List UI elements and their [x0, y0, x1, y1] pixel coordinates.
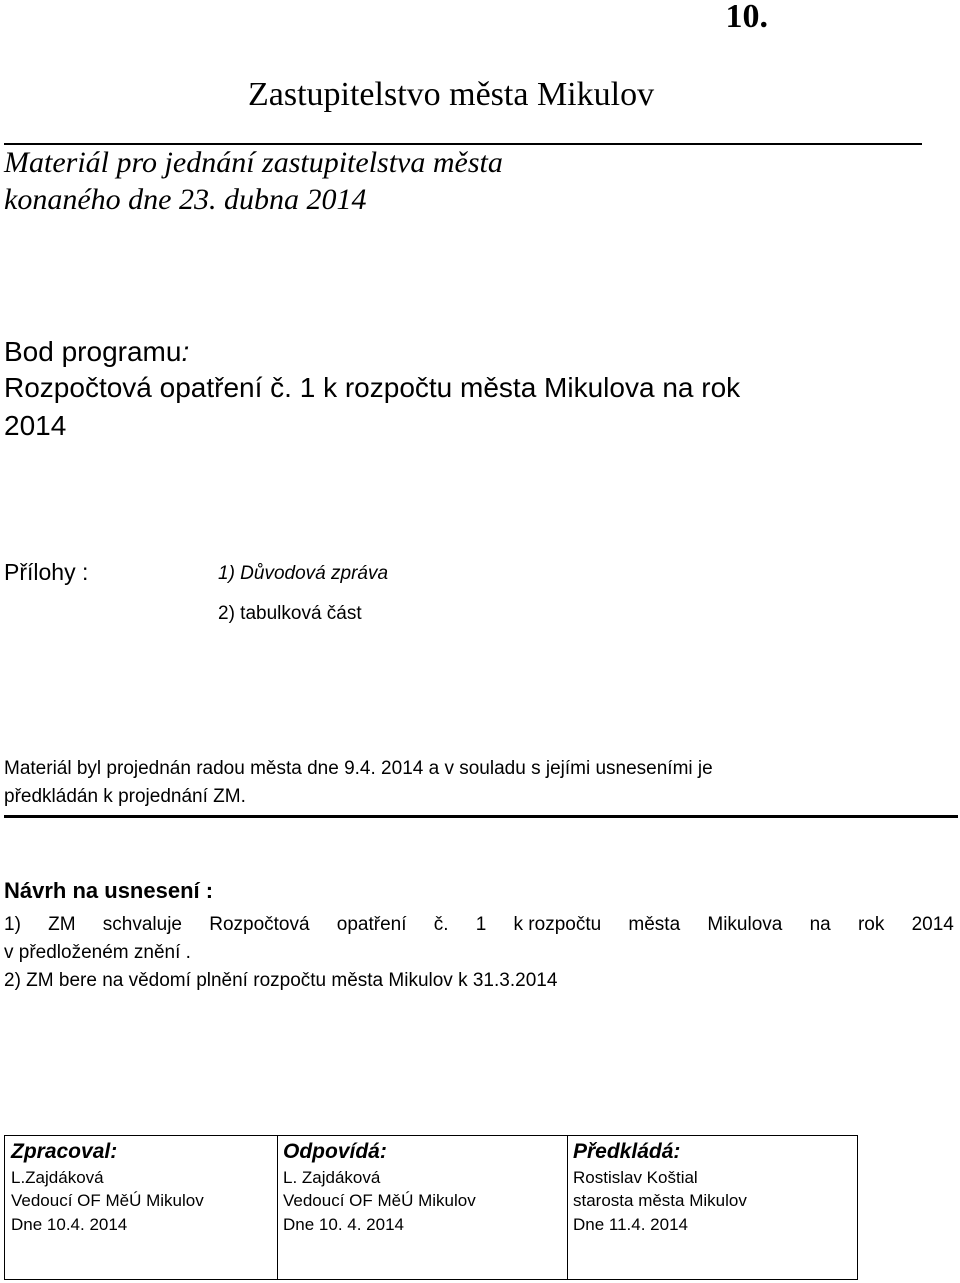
approval-note	[4, 755, 954, 811]
resolution-word: 1	[475, 914, 487, 935]
resolution-item-1	[4, 914, 954, 936]
column-heading: Zpracoval:	[11, 1140, 118, 1163]
resolution-word: opatření	[336, 914, 407, 935]
resolution-word: Rozpočtová	[209, 914, 310, 935]
meeting-date: konaného dne 23. dubna 2014	[4, 183, 367, 216]
signatory-role: starosta města Mikulov	[573, 1191, 747, 1210]
agenda-label-text: Bod programu	[4, 336, 182, 367]
council-title: Zastupitelstvo města Mikulov	[248, 76, 655, 113]
section-divider	[4, 815, 958, 818]
resolution-item-1-continuation: v předloženém znění .	[4, 942, 191, 963]
resolution-word: města	[628, 914, 681, 935]
attachment-item: 2) tabulková část	[218, 603, 362, 624]
signature-column-responsible	[277, 1136, 568, 1279]
column-heading: Odpovídá:	[283, 1140, 387, 1163]
agenda-subject-line-1: Rozpočtová opatření č. 1 k rozpočtu města Mikulova na rok	[4, 372, 741, 403]
attachments-label: Přílohy :	[4, 559, 89, 585]
resolution-item-2: 2) ZM bere na vědomí plnění rozpočtu města Mikulov k 31.3.2014	[4, 970, 558, 991]
resolution-word: Mikulova	[707, 914, 783, 935]
signature-date: Dne 10. 4. 2014	[283, 1215, 404, 1234]
signatory-role: Vedoucí OF MěÚ Mikulov	[11, 1191, 204, 1210]
agenda-subject	[4, 369, 944, 445]
resolution-word: č.	[433, 914, 449, 935]
signatory-name: L.Zajdáková	[11, 1168, 104, 1187]
signature-table	[4, 1135, 858, 1280]
resolution-word: 2014	[911, 914, 954, 935]
signature-column-prepared	[5, 1136, 278, 1279]
resolution-word: k rozpočtu	[513, 914, 602, 935]
resolution-heading: Návrh na usnesení :	[4, 878, 214, 903]
resolution-word: na	[809, 914, 831, 935]
signatory-role: Vedoucí OF MěÚ Mikulov	[283, 1191, 476, 1210]
title-divider	[4, 143, 922, 145]
column-heading: Předkládá:	[573, 1140, 681, 1163]
agenda-label	[4, 336, 189, 368]
signatory-name: Rostislav Koštial	[573, 1168, 698, 1187]
resolution-word: rok	[857, 914, 885, 935]
material-description: Materiál pro jednání zastupitelstva města	[4, 146, 503, 179]
resolution-word: 1)	[4, 914, 21, 935]
approval-note-line-1: Materiál byl projednán radou města dne 9.4. 2014 a v souladu s jejími usneseními je	[4, 758, 713, 779]
attachment-item: 1) Důvodová zpráva	[218, 563, 389, 584]
signatory-name: L. Zajdáková	[283, 1168, 381, 1187]
agenda-subject-line-2: 2014	[4, 410, 67, 441]
signature-date: Dne 11.4. 2014	[573, 1215, 688, 1234]
approval-note-line-2: předkládán k projednání ZM.	[4, 786, 246, 807]
item-number: 10.	[725, 0, 768, 35]
agenda-label-colon: :	[181, 336, 190, 367]
resolution-word: ZM	[48, 914, 76, 935]
resolution-word: schvaluje	[102, 914, 182, 935]
signature-date: Dne 10.4. 2014	[11, 1215, 128, 1234]
signature-column-submits	[567, 1136, 857, 1279]
